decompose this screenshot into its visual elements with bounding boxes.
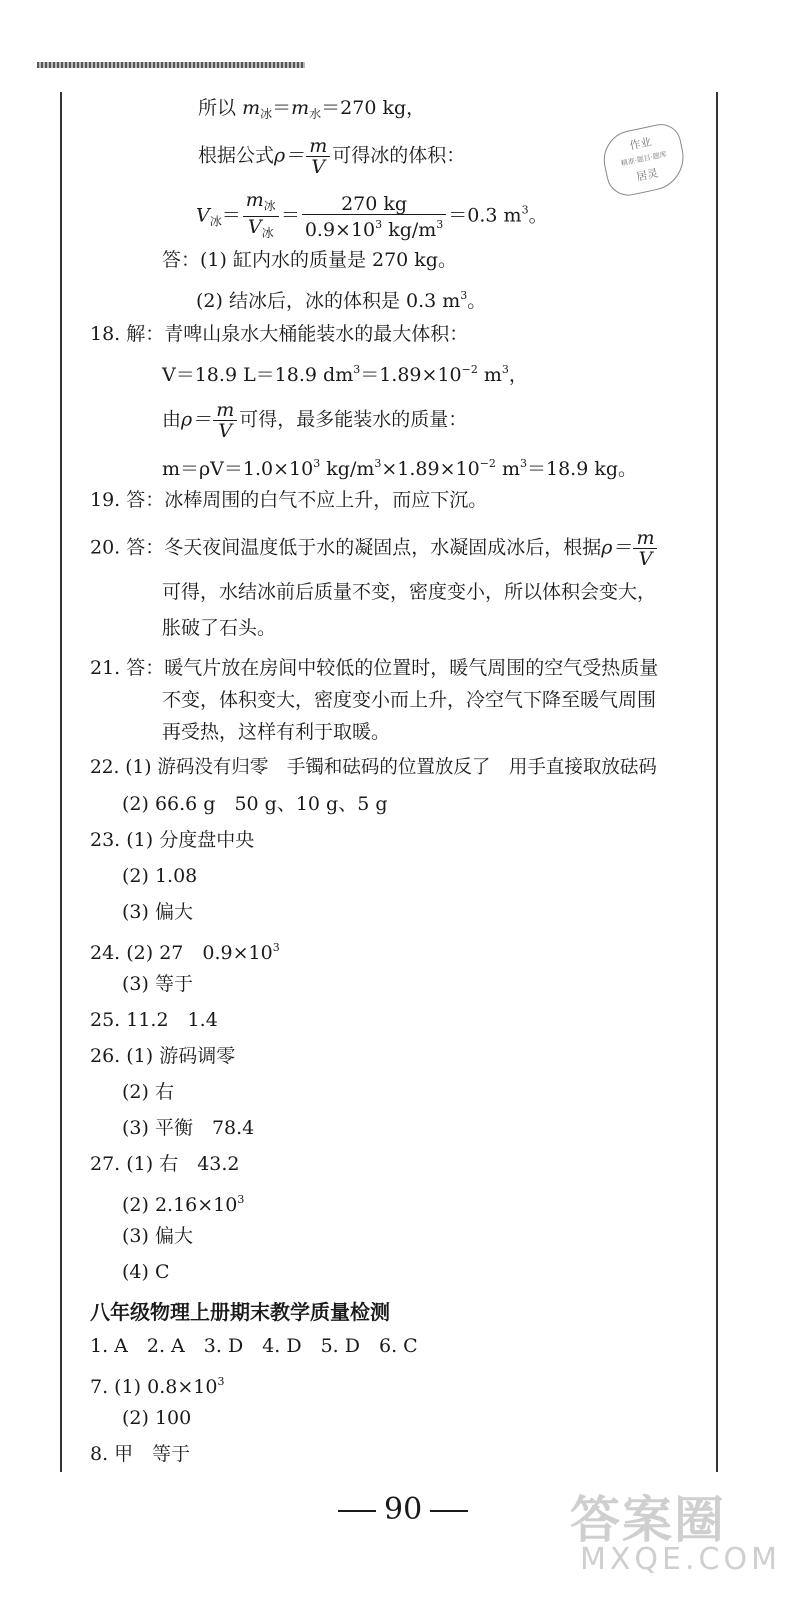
q18-volume: V＝18.9 L＝18.9 $dm^3=1.89\times 10^{-2}$ $m^3$， [162, 363, 528, 386]
q21-answer-line2: 不变，体积变大，密度变小而上升，冷空气下降至暖气周围 [162, 689, 657, 711]
homework-stamp [598, 120, 690, 199]
line-mass-equal: 所以 $m_冰=m_水=270$ kg， [198, 97, 426, 121]
q20-answer-line1: 20. 答：冬天夜间温度低于水的凝固点，水凝固成冰后，根据ρ＝ $\frac{m}{V}$ [90, 528, 659, 569]
q7-answer-2: (2) 100 [122, 1407, 192, 1429]
q27-answer-2: (2) $2.16\times 10^3$ [122, 1193, 245, 1216]
left-margin-rule [60, 92, 62, 1472]
q27-answer-4: (4) C [122, 1261, 170, 1283]
stamp-top-text: 作业 [628, 135, 653, 153]
line-density-formula: 根据公式ρ＝ $\frac{m}{V}$ 可得冰的体积： [198, 135, 466, 178]
q25-answer: 25. 11.2 1.4 [90, 1009, 218, 1031]
q26-answer-2: (2) 右 [122, 1081, 174, 1103]
line-ice-volume-calc: $V_冰=$ $\frac{m_冰}{V_冰}$ ＝ $\frac{270 kg}{0.9\times 10^3 kg/m^3}$ ＝0.3 $m^3$。 [196, 189, 548, 241]
q26-answer-3: (3) 平衡 78.4 [122, 1117, 255, 1139]
answer-17-1: 答：(1) 缸内水的质量是 270 kg。 [162, 249, 457, 271]
q8-answer: 8. 甲 等于 [90, 1443, 191, 1465]
stamp-bottom-text: 居灵 [635, 166, 660, 184]
q21-answer-line3: 再受热，这样有利于取暖。 [162, 721, 391, 743]
right-margin-rule [716, 92, 718, 1472]
section-title: 八年级物理上册期末教学质量检测 [90, 1300, 390, 1324]
q20-answer-line3: 胀破了石头。 [162, 617, 277, 639]
q23-answer-1: 23. (1) 分度盘中央 [90, 829, 255, 851]
q18-mass: $m=\rho V=1.0\times 10^3$ $kg/m^3\times 1.89\times 10^{-2}$ $m^3=18.9$ kg。 [162, 457, 638, 480]
q22-answer-2: (2) 66.6 g 50 g、10 g、5 g [122, 793, 388, 815]
q27-answer-3: (3) 偏大 [122, 1225, 193, 1247]
top-decorative-rule [37, 62, 305, 68]
page-number: 90 [330, 1492, 476, 1527]
watermark-logo: 答案圈 MXQE.COM [570, 1491, 781, 1577]
q24-answer-2: 24. (2) 27 $0.9\times 10^3$ [90, 941, 280, 964]
q18-header: 18. 解：青啤山泉水大桶能装水的最大体积： [90, 323, 469, 345]
q19-answer: 19. 答：冰棒周围的白气不应上升，而应下沉。 [90, 489, 488, 511]
q26-answer-1: 26. (1) 游码调零 [90, 1045, 236, 1067]
q7-answer-1: 7. (1) $0.8\times 10^3$ [90, 1375, 225, 1398]
q22-answer-1: 22. (1) 游码没有归零 手镯和砝码的位置放反了 用手直接取放砝码 [90, 757, 657, 778]
mc-answers: 1. A 2. A 3. D 4. D 5. D 6. C [90, 1335, 418, 1357]
q23-answer-2: (2) 1.08 [122, 865, 198, 887]
q23-answer-3: (3) 偏大 [122, 901, 193, 923]
q27-answer-1: 27. (1) 右 43.2 [90, 1153, 240, 1175]
q18-formula: 由ρ＝ $\frac{m}{V}$ 可得，最多能装水的质量： [162, 399, 468, 442]
q20-answer-line2: 可得，水结冰前后质量不变，密度变小，所以体积会变大， [162, 581, 657, 603]
answer-17-2: (2) 结冰后，冰的体积是 0.3 $m^3$。 [196, 289, 487, 312]
q21-answer-line1: 21. 答：暖气片放在房间中较低的位置时，暖气周围的空气受热质量 [90, 657, 659, 679]
stamp-middle-text: 精准·题目·题库 [620, 150, 668, 168]
q24-answer-3: (3) 等于 [122, 973, 193, 995]
